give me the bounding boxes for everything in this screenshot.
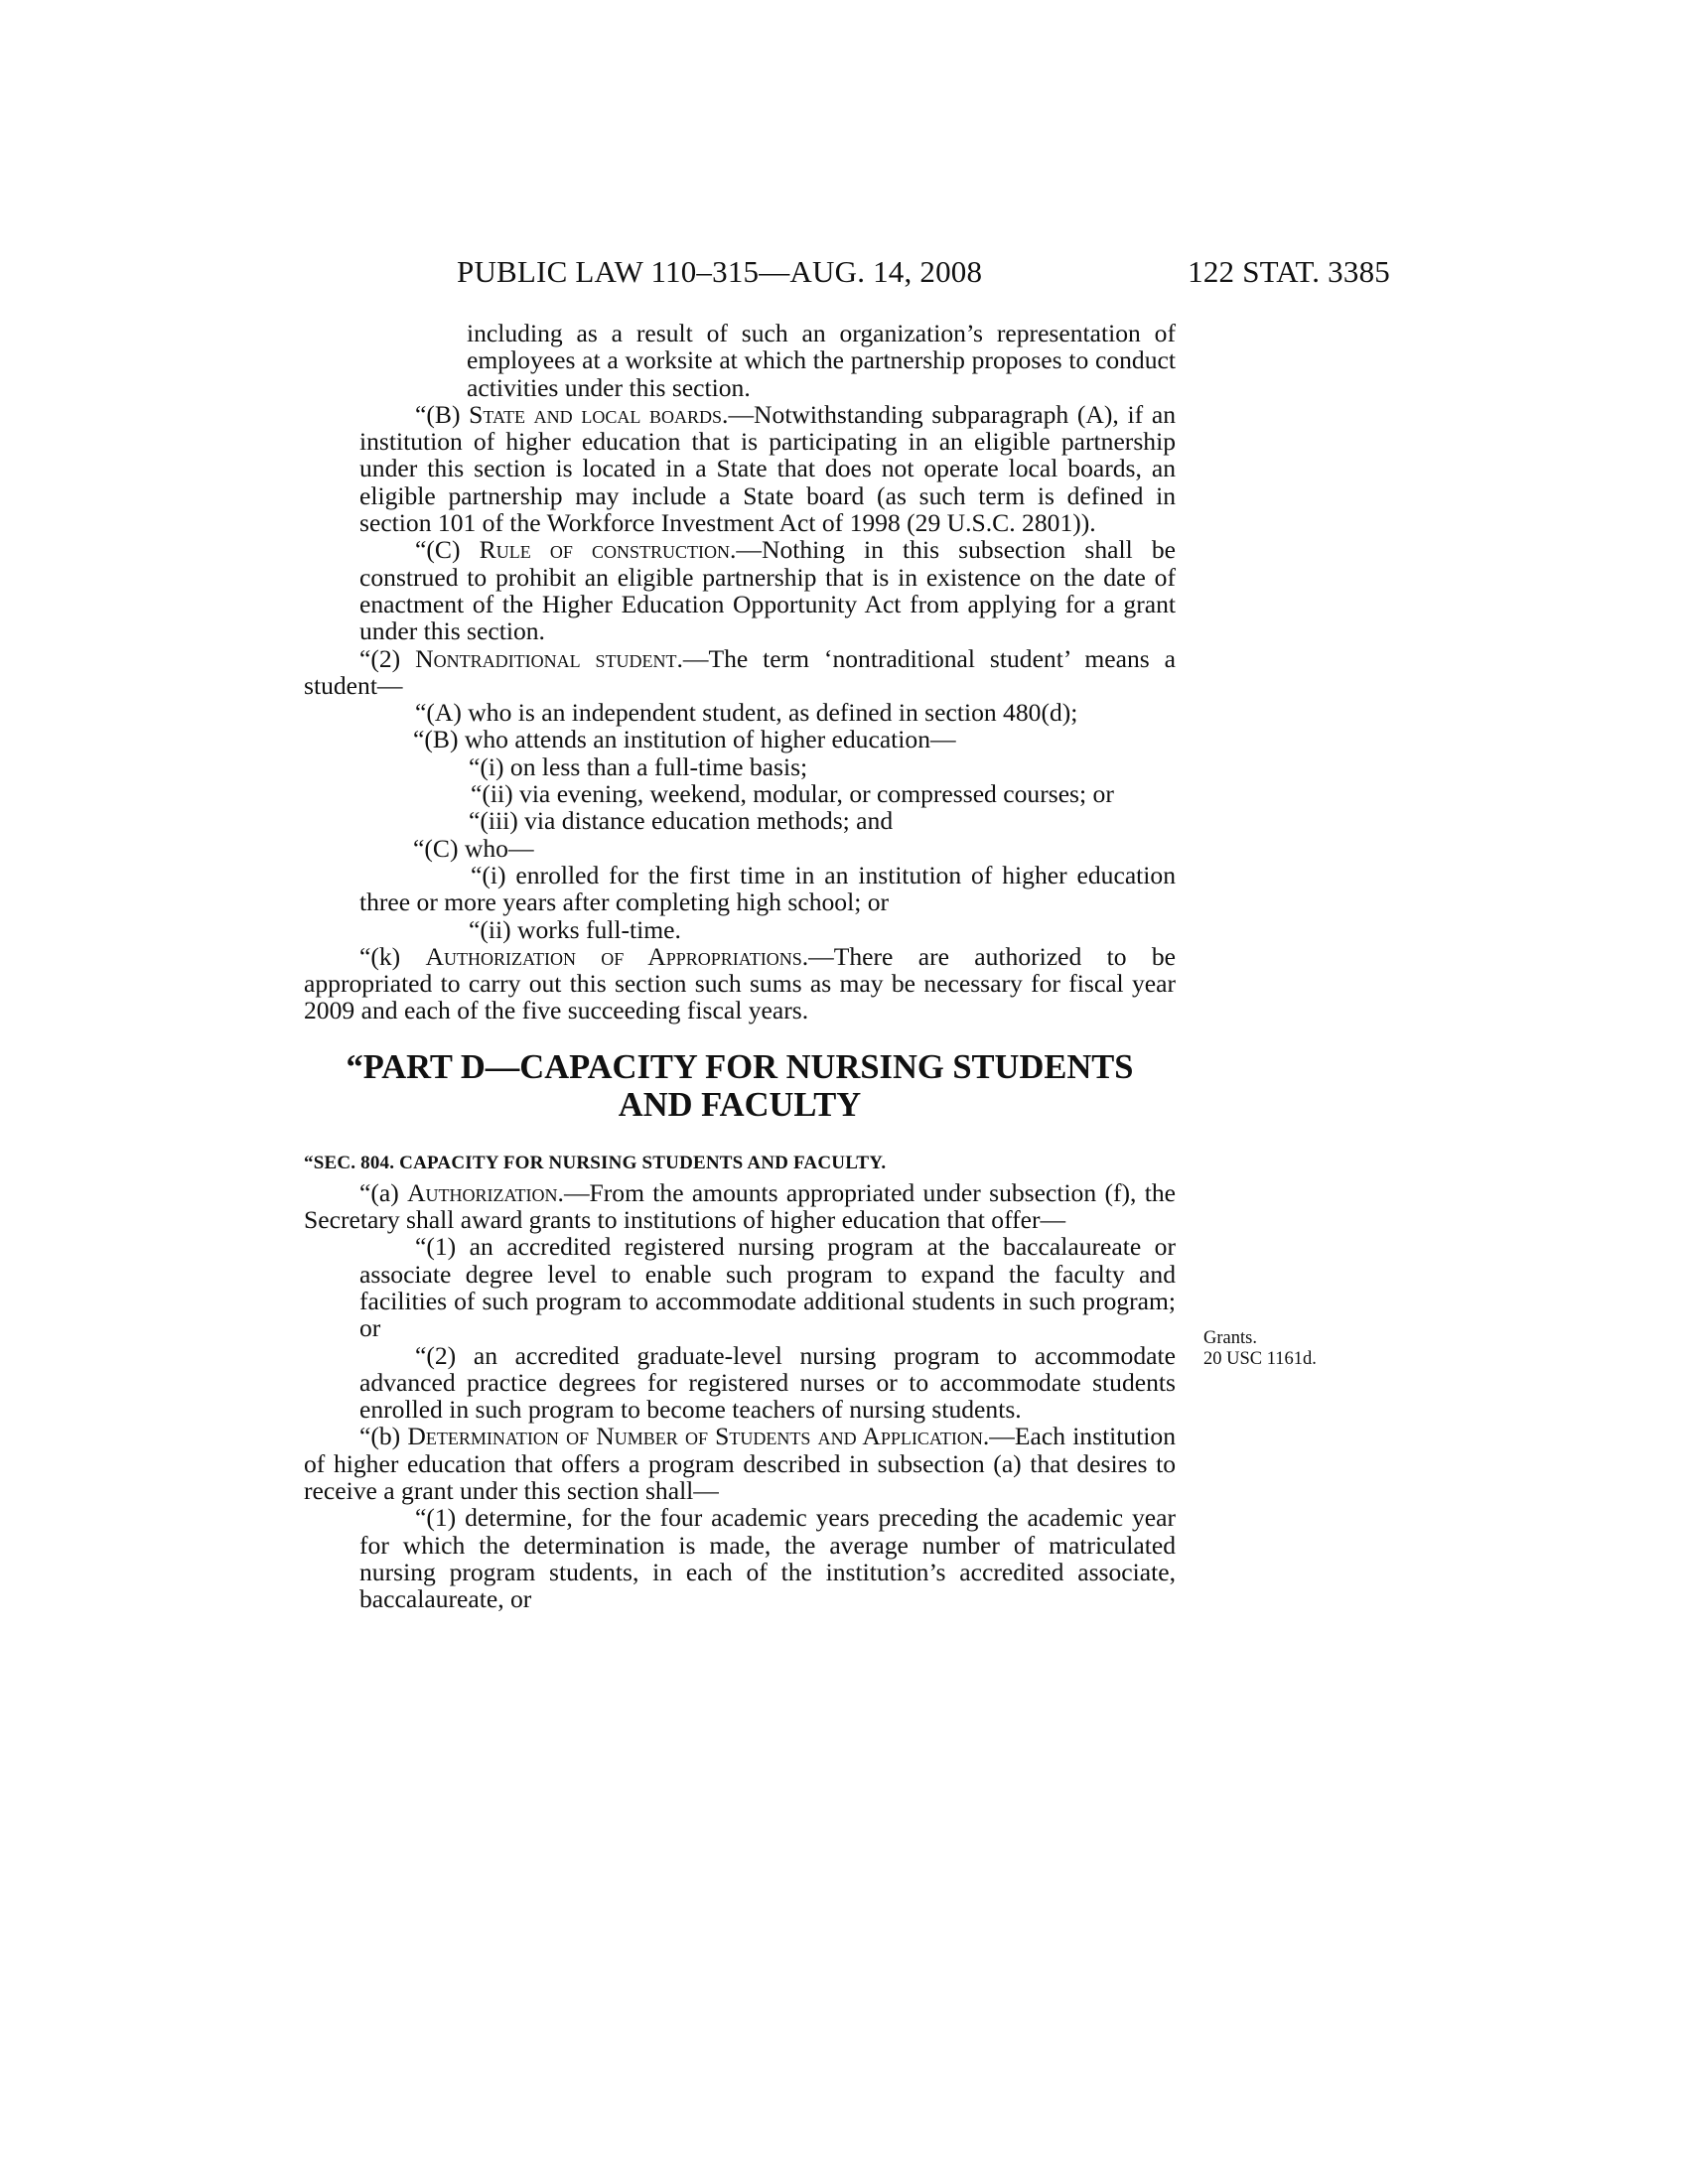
paragraph-text: .—Nothing in this subsection shall be construed to prohibit an eligible partnership that is in existence on the date of enactment of the Higher Education Opportunity Act from applying for a grant under this section. <box>359 535 1177 646</box>
paragraph-heading: Rule of construction <box>479 535 730 565</box>
paragraph-text: .—From the amounts appropriated under subsection (f), the Secretary shall award grants to institutions of higher education that offer— <box>304 1177 1176 1235</box>
margin-note-grants: Grants. <box>1203 1328 1257 1348</box>
section-heading: “SEC. 804. CAPACITY FOR NURSING STUDENTS AND FACULTY. <box>304 1152 887 1173</box>
paragraph-heading: Determination of Number of Students and Application <box>407 1422 983 1451</box>
paragraph-continuation: including as a result of such an organization’s representation of employees at a worksite at which the partnership proposes to conduct activities under this section. <box>467 319 1176 402</box>
paragraph-i-enrolled-first-time: “(i) enrolled for the first time in an institution of higher education three or more years after completing high school; or <box>359 860 1176 917</box>
paragraph-c-who: “(C) who— <box>413 833 534 863</box>
paragraph-heading: Nontraditional student <box>415 643 677 673</box>
part-heading-line-2: AND FACULTY <box>618 1085 862 1124</box>
paragraph-heading: State and local boards <box>469 399 723 429</box>
paragraph-lead: “(2) <box>359 643 416 673</box>
paragraph-text: .—There are authorized to be appropriated to carry out this section such sums as may be necessary for fiscal year 2009 and each of the five succeeding fiscal years. <box>304 941 1176 1025</box>
paragraph-b-determination-and-application <box>304 1423 1176 1504</box>
paragraph-k-authorization-of-appropriations <box>304 943 1176 1024</box>
margin-note-usc-citation: 20 USC 1161d. <box>1203 1349 1317 1369</box>
paragraph-lead: “(C) <box>415 535 480 565</box>
paragraph-lead: “(B) <box>415 399 470 429</box>
paragraph-b-state-local-boards <box>304 401 1176 536</box>
paragraph-text: .—The term ‘nontraditional student’ means a student— <box>304 643 1176 700</box>
paragraph-text: .—Each institution of higher education that offers a program described in subsection (a) that desires to receive a grant under this section shall— <box>304 1422 1177 1505</box>
page-stat-number: 122 STAT. 3385 <box>1188 254 1390 289</box>
paragraph-lead: “(a) <box>359 1177 408 1207</box>
part-heading-line-1: “PART D—CAPACITY FOR NURSING STUDENTS <box>346 1047 1134 1086</box>
paragraph-1-determine-average-students: “(1) determine, for the four academic years preceding the academic year for which the determination is made, the average number of matriculated nursing program students, in each of the institution’s accredited associate, baccalaureate, or <box>359 1503 1176 1614</box>
paragraph-a-independent-student: “(A) who is an independent student, as defined in section 480(d); <box>415 698 1078 728</box>
paragraph-2-nontraditional-student <box>304 645 1176 700</box>
running-head-title: PUBLIC LAW 110–315—AUG. 14, 2008 <box>457 254 983 289</box>
paragraph-c-rule-of-construction <box>304 536 1176 644</box>
page-header <box>457 254 1390 294</box>
part-heading <box>304 1048 1176 1124</box>
paragraph-ii-works-full-time: “(ii) works full-time. <box>469 914 681 944</box>
paragraph-ii-evening-weekend: “(ii) via evening, weekend, modular, or compressed courses; or <box>471 779 1114 809</box>
paragraph-b-attends-institution: “(B) who attends an institution of higher education— <box>413 725 956 754</box>
paragraph-heading: Authorization <box>407 1177 558 1207</box>
paragraph-lead: “(b) <box>359 1422 408 1451</box>
paragraph-heading: Authorization of Appropriations <box>425 941 802 971</box>
paragraph-2-graduate-nursing-program: “(2) an accredited graduate-level nursing program to accommodate advanced practice degrees for registered nurses or to accommodate students enrolled in such program to become teachers of nursing students. <box>359 1340 1176 1425</box>
paragraph-lead: “(k) <box>359 941 426 971</box>
paragraph-i-less-than-full-time: “(i) on less than a full-time basis; <box>469 751 808 781</box>
paragraph-text: .—Notwithstanding subparagraph (A), if an institution of higher education that is participating in an eligible partnership under this section is located in a State that does not operate local boards, an eligible partnership may include a State board (as such term is defined in section 101 of the Workforce Investment Act of 1998 (29 U.S.C. 2801)). <box>359 399 1177 538</box>
document-body <box>304 320 1176 1612</box>
paragraph-iii-distance-education: “(iii) via distance education methods; and <box>469 806 894 836</box>
paragraph-1-registered-nursing-program: “(1) an accredited registered nursing program at the baccalaureate or associate degree level to enable such program to expand the faculty and facilities of such program to accommodate additional students in such program; or <box>359 1232 1176 1343</box>
paragraph-a-authorization <box>304 1179 1176 1234</box>
margin-note <box>1203 1328 1402 1370</box>
